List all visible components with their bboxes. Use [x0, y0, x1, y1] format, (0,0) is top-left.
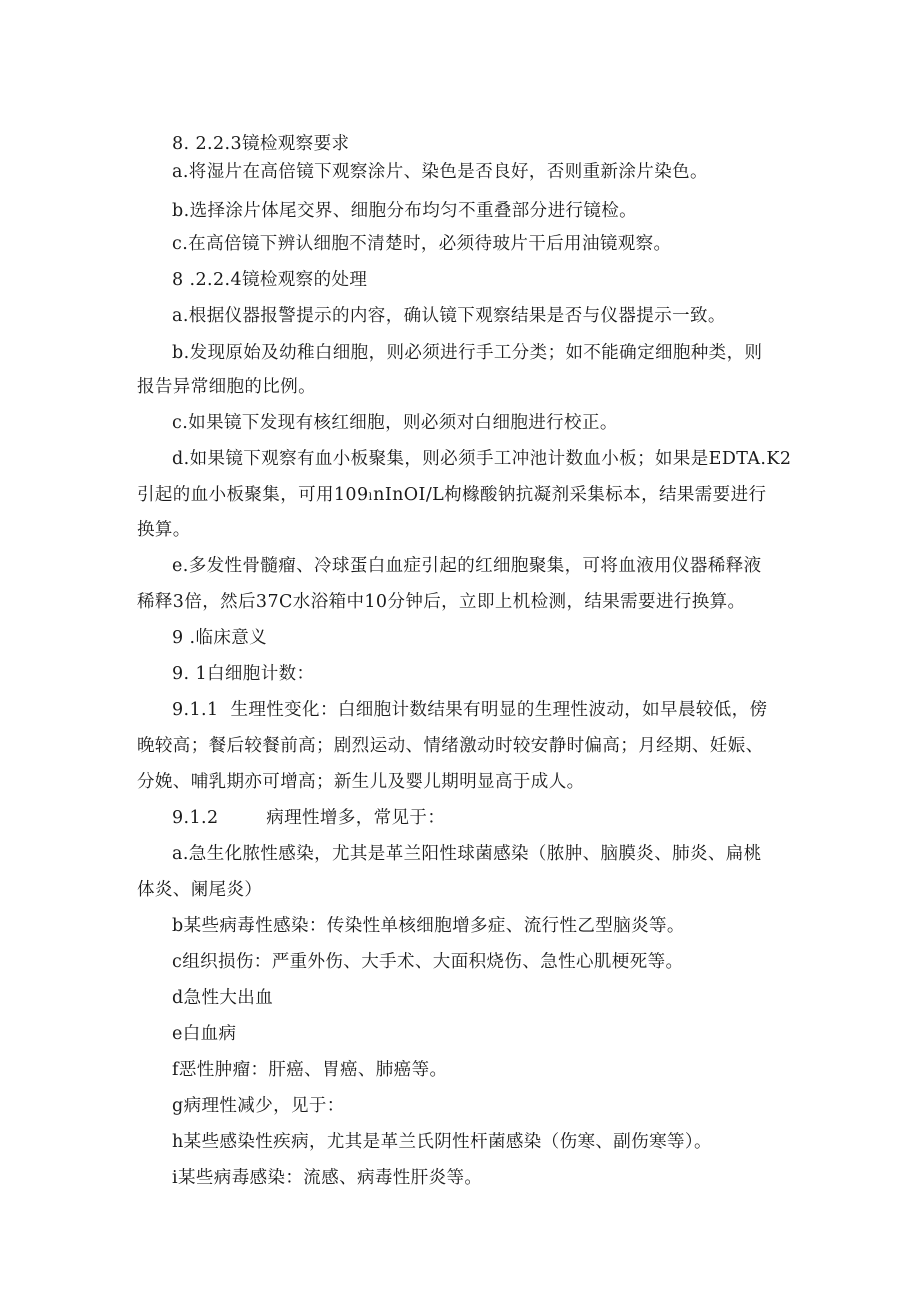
- paragraph-line: 晚较高；餐后较餐前高；剧烈运动、情绪激动时较安静时偏高；月经期、妊娠、: [137, 736, 764, 756]
- paragraph-line: c组织损伤：严重外伤、大手术、大面积烧伤、急性心肌梗死等。: [172, 952, 684, 972]
- heading-9-1-2: 9.1.2 病理性增多，常见于：: [172, 808, 446, 828]
- paragraph-line: h某些感染性疾病，尤其是革兰氏阴性杆菌感染（伤寒、副伤寒等）。: [172, 1132, 712, 1152]
- paragraph-line: d.如果镜下观察有血小板聚集，则必须手工冲池计数血小板；如果是EDTA.K2: [172, 449, 792, 469]
- paragraph-line: 9.1.1 生理性变化：白细胞计数结果有明显的生理性波动，如早晨较低，傍: [172, 700, 768, 720]
- paragraph-line: g病理性减少，见于：: [172, 1096, 345, 1116]
- paragraph-line: 分娩、哺乳期亦可增高；新生儿及婴儿期明显高于成人。: [137, 772, 585, 792]
- heading-8-2-2-3: 8. 2.2.3镜检观察要求: [172, 134, 350, 154]
- paragraph-line: 引起的血小板聚集，可用109ₗnInOI/L枸橼酸钠抗凝剂采集标本，结果需要进行: [137, 485, 767, 505]
- paragraph-line: 换算。: [137, 520, 191, 540]
- paragraph-line: e.多发性骨髓瘤、冷球蛋白血症引起的红细胞聚集，可将血液用仪器稀释液: [172, 556, 762, 576]
- paragraph-line: e白血病: [172, 1024, 237, 1044]
- paragraph-line: 体炎、阑尾炎）: [137, 880, 263, 900]
- paragraph-line: b.发现原始及幼稚白细胞，则必须进行手工分类；如不能确定细胞种类，则: [172, 343, 763, 363]
- paragraph-line: a.将湿片在高倍镜下观察涂片、染色是否良好，否则重新涂片染色。: [172, 162, 708, 182]
- heading-8-2-2-4: 8 .2.2.4镜检观察的处理: [172, 270, 368, 290]
- paragraph-line: c.在高倍镜下辨认细胞不清楚时，必须待玻片干后用油镜观察。: [172, 234, 672, 254]
- paragraph-line: d急性大出血: [172, 988, 274, 1008]
- paragraph-line: 报告异常细胞的比例。: [137, 377, 316, 397]
- paragraph-line: a.根据仪器报警提示的内容，确认镜下观察结果是否与仪器提示一致。: [172, 306, 726, 326]
- paragraph-line: i某些病毒感染：流感、病毒性肝炎等。: [172, 1168, 483, 1188]
- paragraph-line: 稀释3倍，然后37C水浴箱中10分钟后，立即上机检测，结果需要进行换算。: [137, 592, 746, 612]
- paragraph-line: f恶性肿瘤：肝癌、胃癌、肺癌等。: [172, 1060, 448, 1080]
- heading-9-1: 9. 1白细胞计数：: [172, 664, 315, 684]
- paragraph-line: b某些病毒性感染：传染性单核细胞增多症、流行性乙型脑炎等。: [172, 916, 685, 936]
- heading-9: 9 .临床意义: [172, 628, 268, 648]
- paragraph-line: b.选择涂片体尾交界、细胞分布均匀不重叠部分进行镜检。: [172, 201, 638, 221]
- paragraph-line: a.急生化脓性感染，尤其是革兰阳性球菌感染（脓肿、脑膜炎、肺炎、扁桃: [172, 844, 762, 864]
- paragraph-line: c.如果镜下发现有核红细胞，则必须对白细胞进行校正。: [172, 413, 618, 433]
